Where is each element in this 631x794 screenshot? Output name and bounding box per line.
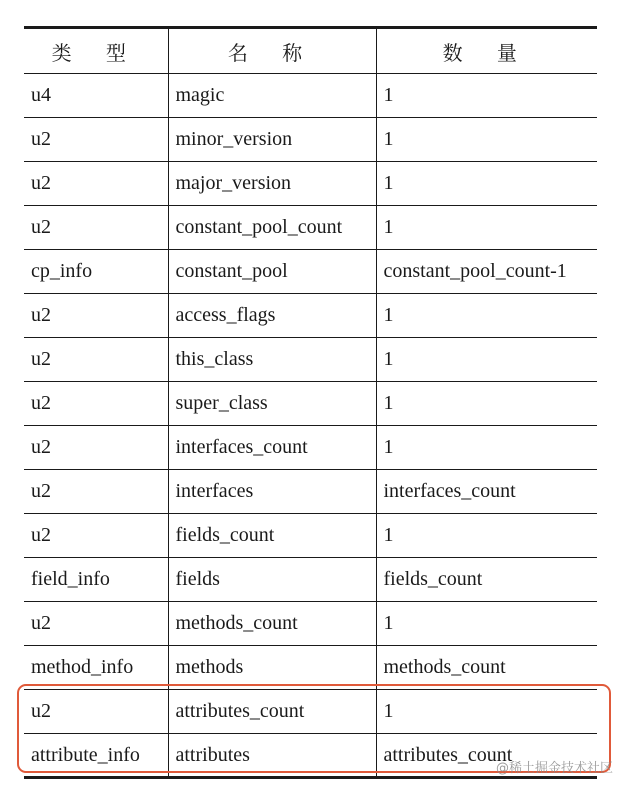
cell-type: u2 xyxy=(24,426,168,470)
cell-name: super_class xyxy=(168,382,376,426)
cell-type: attribute_info xyxy=(24,734,168,778)
table-row xyxy=(24,426,597,470)
cell-name: interfaces xyxy=(168,470,376,514)
cell-name: this_class xyxy=(168,338,376,382)
table-row xyxy=(24,514,597,558)
cell-count: 1 xyxy=(376,514,597,558)
cell-name: methods xyxy=(168,646,376,690)
cell-type: u2 xyxy=(24,602,168,646)
table-row xyxy=(24,690,597,734)
cell-name: attributes xyxy=(168,734,376,778)
table-row xyxy=(24,646,597,690)
table-row xyxy=(24,602,597,646)
cell-name: fields xyxy=(168,558,376,602)
cell-count: fields_count xyxy=(376,558,597,602)
table-row xyxy=(24,338,597,382)
cell-name: constant_pool xyxy=(168,250,376,294)
table-body xyxy=(24,74,597,778)
cell-type: u2 xyxy=(24,514,168,558)
cell-count: interfaces_count xyxy=(376,470,597,514)
header-type: 类 型 xyxy=(24,28,168,74)
cell-count: 1 xyxy=(376,382,597,426)
cell-count: attributes_count xyxy=(376,734,597,778)
cell-count: 1 xyxy=(376,74,597,118)
cell-type: u2 xyxy=(24,294,168,338)
cell-name: interfaces_count xyxy=(168,426,376,470)
cell-count: methods_count xyxy=(376,646,597,690)
cell-count: 1 xyxy=(376,118,597,162)
table-row xyxy=(24,74,597,118)
cell-name: minor_version xyxy=(168,118,376,162)
cell-name: attributes_count xyxy=(168,690,376,734)
header-name: 名 称 xyxy=(168,28,376,74)
cell-count: 1 xyxy=(376,162,597,206)
class-file-structure-table xyxy=(24,26,597,779)
cell-count: 1 xyxy=(376,338,597,382)
cell-count: 1 xyxy=(376,690,597,734)
cell-name: methods_count xyxy=(168,602,376,646)
cell-type: u2 xyxy=(24,206,168,250)
table-row xyxy=(24,470,597,514)
table-row xyxy=(24,294,597,338)
table-row xyxy=(24,250,597,294)
cell-name: access_flags xyxy=(168,294,376,338)
cell-name: major_version xyxy=(168,162,376,206)
table-row xyxy=(24,382,597,426)
cell-type: u2 xyxy=(24,162,168,206)
cell-type: u2 xyxy=(24,470,168,514)
table-header-row xyxy=(24,28,597,74)
cell-type: u2 xyxy=(24,382,168,426)
cell-type: cp_info xyxy=(24,250,168,294)
cell-name: magic xyxy=(168,74,376,118)
cell-type: u2 xyxy=(24,690,168,734)
cell-type: u2 xyxy=(24,118,168,162)
cell-type: u2 xyxy=(24,338,168,382)
table-row xyxy=(24,162,597,206)
table-row xyxy=(24,118,597,162)
table-row xyxy=(24,206,597,250)
header-count: 数 量 xyxy=(376,28,597,74)
cell-name: constant_pool_count xyxy=(168,206,376,250)
cell-count: 1 xyxy=(376,426,597,470)
cell-count: 1 xyxy=(376,206,597,250)
class-file-structure-table-container xyxy=(24,26,597,779)
cell-count: 1 xyxy=(376,602,597,646)
cell-type: field_info xyxy=(24,558,168,602)
cell-count: 1 xyxy=(376,294,597,338)
cell-count: constant_pool_count-1 xyxy=(376,250,597,294)
cell-name: fields_count xyxy=(168,514,376,558)
watermark: @稀土掘金技术社区 xyxy=(495,761,613,776)
cell-type: method_info xyxy=(24,646,168,690)
table-row xyxy=(24,558,597,602)
cell-type: u4 xyxy=(24,74,168,118)
